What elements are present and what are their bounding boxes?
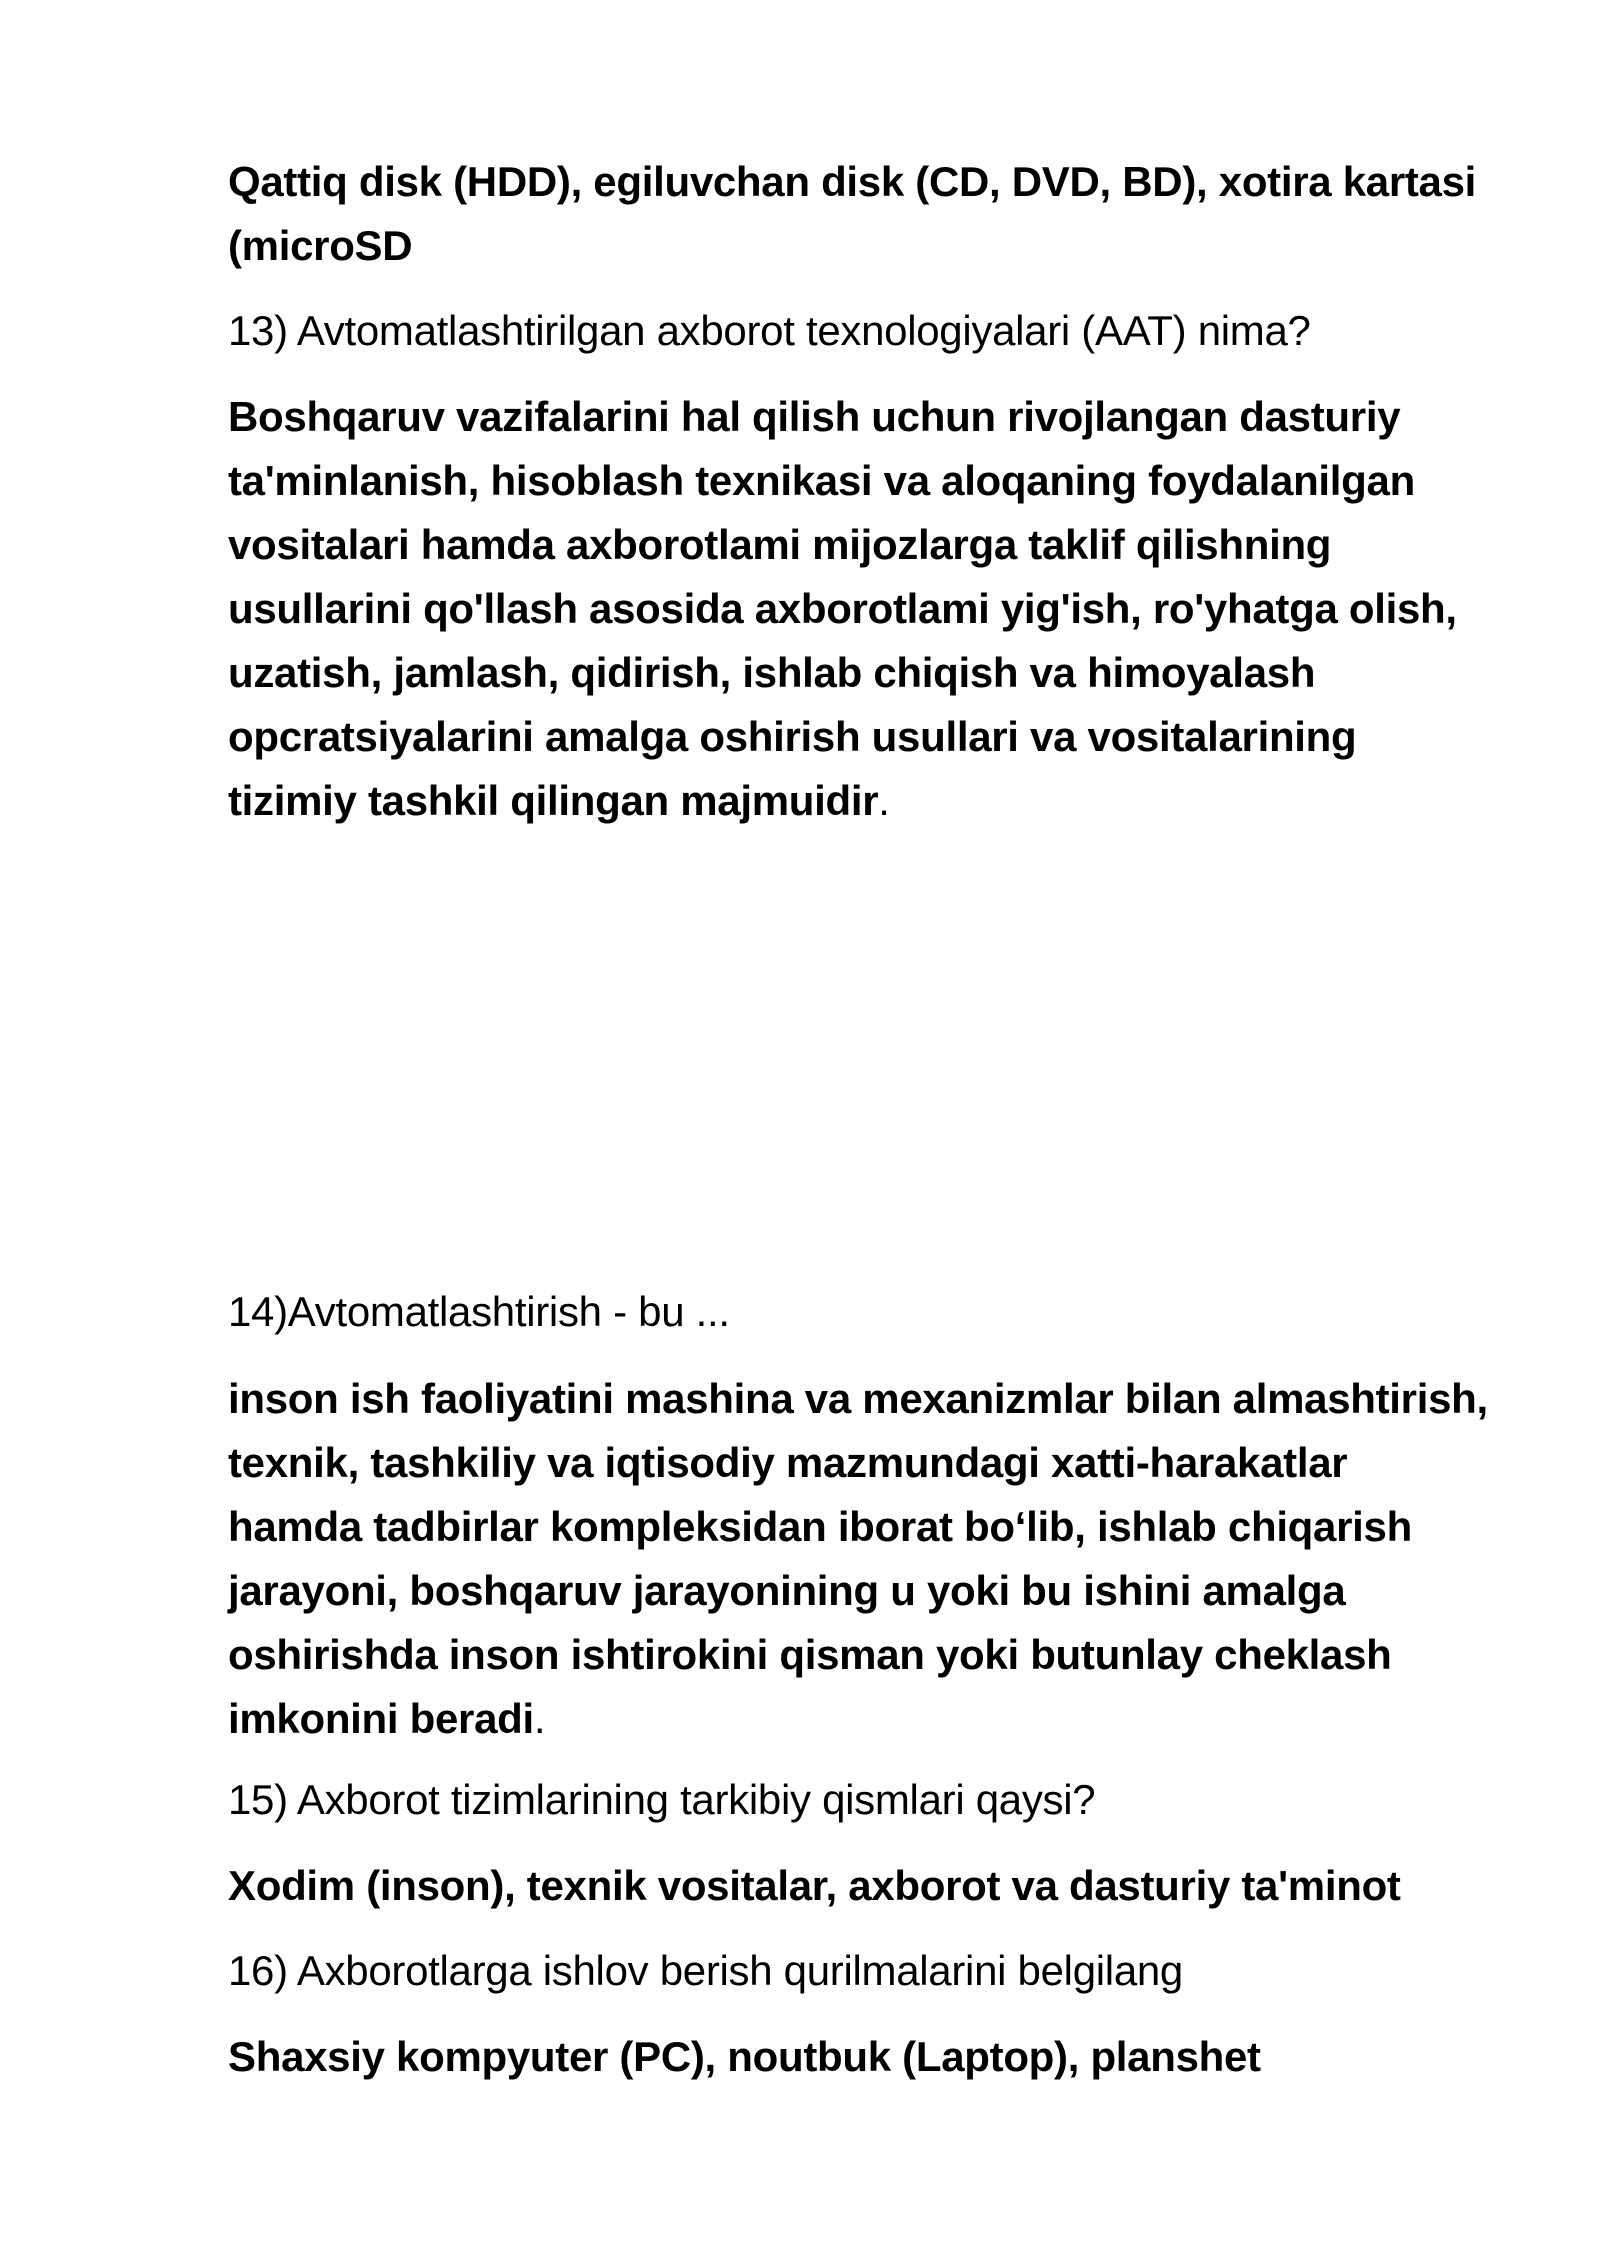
answer-13-text: Boshqaruv vazifalarini hal qilish uchun rivojlangan dasturiy ta'minlanish, hisoblash texnikasi va aloqaning foydalanilgan vositalari hamda axborotlami mijozlarga taklif qilishning usullarini qo'llash asosida axborotlami yig'ish, ro'yhatga olish, uzatish, jamlash, qidirish, ishlab chiqish va himoyalash opcratsiyalarini amalga oshirish usullari va vositalarining tizimiy tashkil qilingan majmuidir	[228, 393, 1457, 824]
answer-13	[228, 385, 1488, 833]
answer-13-period: .	[878, 777, 890, 824]
question-16-text: 16) Axborotlarga ishlov berish qurilmalarini belgilang	[228, 1947, 1183, 1994]
answer-14-period: .	[533, 1695, 546, 1742]
question-14-text: 14)Avtomatlashtirish - bu ...	[228, 1288, 730, 1335]
question-13-text: 13) Avtomatlashtirilgan axborot texnologiyalari (AAT) nima?	[228, 307, 1311, 354]
question-15-text: 15) Axborot tizimlarining tarkibiy qismlari qaysi?	[228, 1776, 1096, 1823]
answer-14	[228, 1367, 1488, 1751]
answer-16-text: Shaxsiy kompyuter (PC), noutbuk (Laptop), planshet	[228, 2033, 1261, 2080]
answer-14-text: inson ish faoliyatini mashina va mexanizmlar bilan almashtirish, texnik, tashkiliy va iqtisodiy mazmundagi xatti-harakatlar hamda tadbirlar kompleksidan iborat bo‘lib, ishlab chiqarish jarayoni, boshqaruv jarayonining u yoki bu ishini amalga oshirishda inson ishtirokini qisman yoki butunlay cheklash imkonini beradi	[228, 1375, 1488, 1742]
answer-15-text: Xodim (inson), texnik vositalar, axborot va dasturiy ta'minot	[228, 1862, 1401, 1909]
answer-12-text: Qattiq disk (HDD), egiluvchan disk (CD, DVD, BD), xotira kartasi (microSD	[228, 158, 1477, 269]
